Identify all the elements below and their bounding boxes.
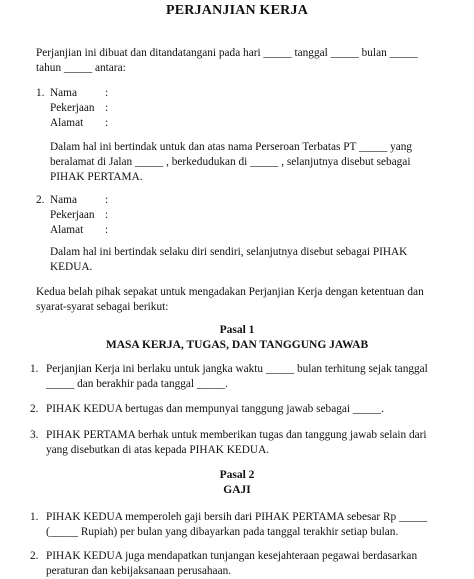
field-colon: :: [105, 224, 109, 236]
party1-statement-1: Dalam hal ini bertindak untuk dan atas nama Perseroan Terbatas PT _____ yang: [50, 141, 413, 153]
field-colon: :: [105, 194, 109, 206]
party2-number: 2.: [36, 194, 45, 206]
pasal2-item1-line2: (_____ Rupiah) per bulan yang dibayarkan pada tanggal terakhir setiap bulan.: [46, 526, 399, 538]
pasal2-item1-line1: PIHAK KEDUA memperoleh gaji bersih dari PIHAK PERTAMA sebesar Rp _____: [46, 511, 428, 523]
intro-line-2: tahun _____ antara:: [36, 62, 126, 74]
agreement-line-1: Kedua belah pihak sepakat untuk mengadakan Perjanjian Kerja dengan ketentuan dan: [36, 286, 424, 298]
pasal2-heading: Pasal 2: [219, 469, 255, 481]
party1-field-name: [50, 86, 115, 101]
pasal1-item2-num: 2.: [30, 403, 39, 415]
field-colon: :: [105, 209, 109, 221]
pasal1-item3-line1: PIHAK PERTAMA berhak untuk memberikan tugas dan tanggung jawab selain dari: [46, 429, 427, 441]
party2-field-job: [50, 208, 115, 223]
pasal1-heading: Pasal 1: [219, 324, 255, 336]
pasal1-item1-line2: _____ dan berakhir pada tanggal _____.: [46, 378, 228, 390]
party2-field-name: [50, 193, 115, 208]
field-label: Nama: [50, 194, 77, 206]
pasal1-item1-num: 1.: [30, 363, 39, 375]
pasal2-item2-line2: peraturan dan kebijaksanaan perusahaan.: [46, 565, 232, 577]
party1-statement-2: beralamat di Jalan _____ , berkedudukan di _____ , selanjutnya disebut sebagai: [50, 156, 411, 168]
party2-statement-2: KEDUA.: [50, 261, 93, 273]
party2-field-address: [50, 223, 115, 238]
field-colon: :: [105, 87, 109, 99]
field-colon: :: [105, 102, 109, 114]
party1-number: 1.: [36, 87, 45, 99]
document-title: PERJANJIAN KERJA: [165, 3, 309, 18]
pasal1-subheading: MASA KERJA, TUGAS, DAN TANGGUNG JAWAB: [105, 339, 369, 351]
field-label: Alamat: [50, 117, 84, 129]
pasal2-subheading: GAJI: [223, 484, 251, 496]
field-label: Nama: [50, 87, 77, 99]
pasal2-item2-num: 2.: [30, 550, 39, 562]
pasal2-item1-num: 1.: [30, 511, 39, 523]
party2-statement-1: Dalam hal ini bertindak selaku diri sendiri, selanjutnya disebut sebagai PIHAK: [50, 246, 408, 258]
pasal1-item3-num: 3.: [30, 429, 39, 441]
field-colon: :: [105, 117, 109, 129]
field-label: Pekerjaan: [50, 209, 95, 221]
party1-field-job: [50, 101, 115, 116]
field-label: Alamat: [50, 224, 84, 236]
party1-statement-3: PIHAK PERTAMA.: [50, 171, 143, 183]
field-label: Pekerjaan: [50, 102, 95, 114]
party1-field-address: [50, 116, 115, 131]
pasal1-item1-line1: Perjanjian Kerja ini berlaku untuk jangka waktu _____ bulan terhitung sejak tanggal: [46, 363, 428, 375]
pasal1-item3-line2: yang disebutkan di atas kepada PIHAK KEDUA.: [46, 444, 270, 456]
pasal2-item2-line1: PIHAK KEDUA juga mendapatkan tunjangan kesejahteraan pegawai berdasarkan: [46, 550, 418, 562]
intro-line-1: Perjanjian ini dibuat dan ditandatangani pada hari _____ tanggal _____ bulan _____: [36, 47, 418, 59]
agreement-line-2: syarat-syarat sebagai berikut:: [36, 301, 169, 313]
pasal1-item2-line1: PIHAK KEDUA bertugas dan mempunyai tanggung jawab sebagai _____.: [46, 403, 384, 415]
